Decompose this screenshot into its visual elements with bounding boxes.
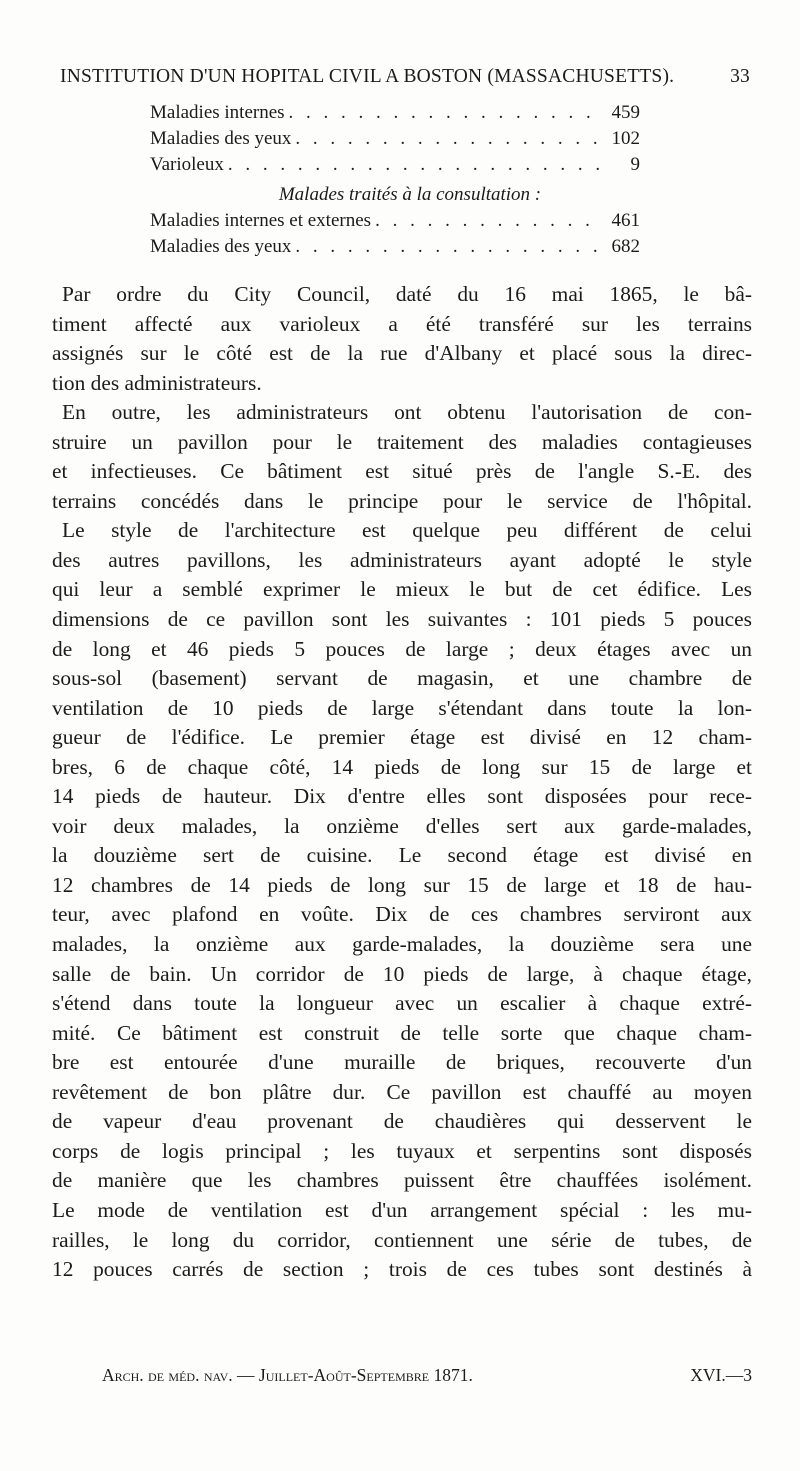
- text-line: corps de logis principal ; les tuyaux et serpentins sont disposés: [52, 1138, 752, 1163]
- stat-value: 461: [611, 210, 640, 231]
- journal-reference: Arch. de méd. nav. — Juillet-Août-Septembre 1871.: [102, 1365, 473, 1385]
- text-line: Le mode de ventilation est d'un arrangement spécial : les mu-: [52, 1197, 752, 1222]
- text-line: 14 pieds de hauteur. Dix d'entre elles sont disposées pour rece-: [52, 784, 752, 809]
- text-line: qui leur a semblé exprimer le mieux le but de cet édifice. Les: [52, 577, 752, 602]
- text-line: de long et 46 pieds 5 pouces de large ; deux étages avec un: [52, 636, 752, 661]
- stat-label: Maladies des yeux: [150, 128, 292, 149]
- stat-value: 459: [611, 102, 640, 123]
- text-line: et infectieuses. Ce bâtiment est situé près de l'angle S.-E. des: [52, 459, 752, 484]
- stat-row: [150, 210, 640, 236]
- text-line: En outre, les administrateurs ont obtenu l'autorisation de con-: [62, 400, 752, 425]
- text-line: gueur de l'édifice. Le premier étage est divisé en 12 cham-: [52, 725, 752, 750]
- text-line: railles, le long du corridor, contiennent une série de tubes, de: [52, 1227, 752, 1252]
- stat-row: [150, 128, 640, 154]
- text-line: Par ordre du City Council, daté du 16 mai 1865, le bâ-: [62, 282, 752, 306]
- paragraph: [52, 280, 752, 398]
- dot-leader: [291, 128, 600, 150]
- text-line: salle de bain. Un corridor de 10 pieds de large, à chaque étage,: [52, 961, 752, 986]
- signature-mark: XVI.—3: [690, 1365, 752, 1385]
- dot-leader: [371, 210, 600, 232]
- stat-value: 102: [611, 128, 640, 149]
- table-subheading: Malades traités à la consultation :: [278, 184, 542, 205]
- stat-label: Varioleux: [150, 154, 224, 175]
- dot-leader: [224, 154, 600, 176]
- stat-row: [150, 102, 640, 128]
- text-line: mité. Ce bâtiment est construit de telle sorte que chaque cham-: [52, 1020, 752, 1045]
- text-line: Le style de l'architecture est quelque peu différent de celui: [62, 518, 752, 543]
- text-line: de manière que les chambres puissent être chauffées isolément.: [52, 1168, 752, 1193]
- statistics-table: [150, 102, 640, 262]
- text-line: sous-sol (basement) servant de magasin, et une chambre de: [52, 666, 752, 691]
- paragraph: [52, 398, 752, 516]
- text-line: 12 pouces carrés de section ; trois de ces tubes sont destinés à: [52, 1257, 752, 1282]
- body-text: [52, 280, 752, 1285]
- text-line: de vapeur d'eau provenant de chaudières qui desservent le: [52, 1109, 752, 1134]
- stat-value: 682: [611, 236, 640, 257]
- text-line: struire un pavillon pour le traitement des maladies contagieuses: [52, 429, 752, 454]
- text-line: dimensions de ce pavillon sont les suivantes : 101 pieds 5 pouces: [52, 607, 752, 632]
- text-line: terrains concédés dans le principe pour le service de l'hôpital.: [52, 488, 752, 513]
- dot-leader: [291, 236, 600, 258]
- page-header: [60, 66, 750, 96]
- text-line: teur, avec plafond en voûte. Dix de ces chambres serviront aux: [52, 902, 752, 927]
- stat-row: [150, 154, 640, 180]
- stat-value: 9: [630, 154, 640, 175]
- stat-label: Maladies internes et externes: [150, 210, 372, 231]
- page-footer: [102, 1365, 752, 1389]
- text-line: s'étend dans toute la longueur avec un escalier à chaque extré-: [52, 991, 752, 1016]
- text-line: assignés sur le côté est de la rue d'Albany et placé sous la direc-: [52, 341, 752, 366]
- text-line: revêtement de bon plâtre dur. Ce pavillon est chauffé au moyen: [52, 1079, 752, 1104]
- text-line: timent affecté aux varioleux a été transféré sur les terrains: [52, 311, 752, 336]
- text-line: bres, 6 de chaque côté, 14 pieds de long sur 15 de large et: [52, 754, 752, 779]
- text-line: 12 chambres de 14 pieds de long sur 15 de large et 18 de hau-: [52, 872, 752, 897]
- text-line: voir deux malades, la onzième d'elles sert aux garde-malades,: [52, 813, 752, 838]
- text-line: des autres pavillons, les administrateurs ayant adopté le style: [52, 547, 752, 572]
- paragraph: [52, 516, 752, 1284]
- dot-leader: [285, 102, 600, 124]
- stat-row: [150, 236, 640, 262]
- text-line: ventilation de 10 pieds de large s'étendant dans toute la lon-: [52, 695, 752, 720]
- text-line: malades, la onzième aux garde-malades, la douzième sera une: [52, 932, 752, 957]
- page-number: 33: [730, 66, 750, 87]
- running-title: INSTITUTION D'UN HOPITAL CIVIL A BOSTON (MASSACHUSETTS).: [60, 66, 675, 87]
- stat-label: Maladies internes: [150, 102, 285, 123]
- text-line: la douzième sert de cuisine. Le second étage est divisé en: [52, 843, 752, 868]
- text-line: tion des administrateurs.: [52, 370, 262, 395]
- text-line: bre est entourée d'une muraille de briques, recouverte d'un: [52, 1050, 752, 1075]
- stat-label: Maladies des yeux: [150, 236, 292, 257]
